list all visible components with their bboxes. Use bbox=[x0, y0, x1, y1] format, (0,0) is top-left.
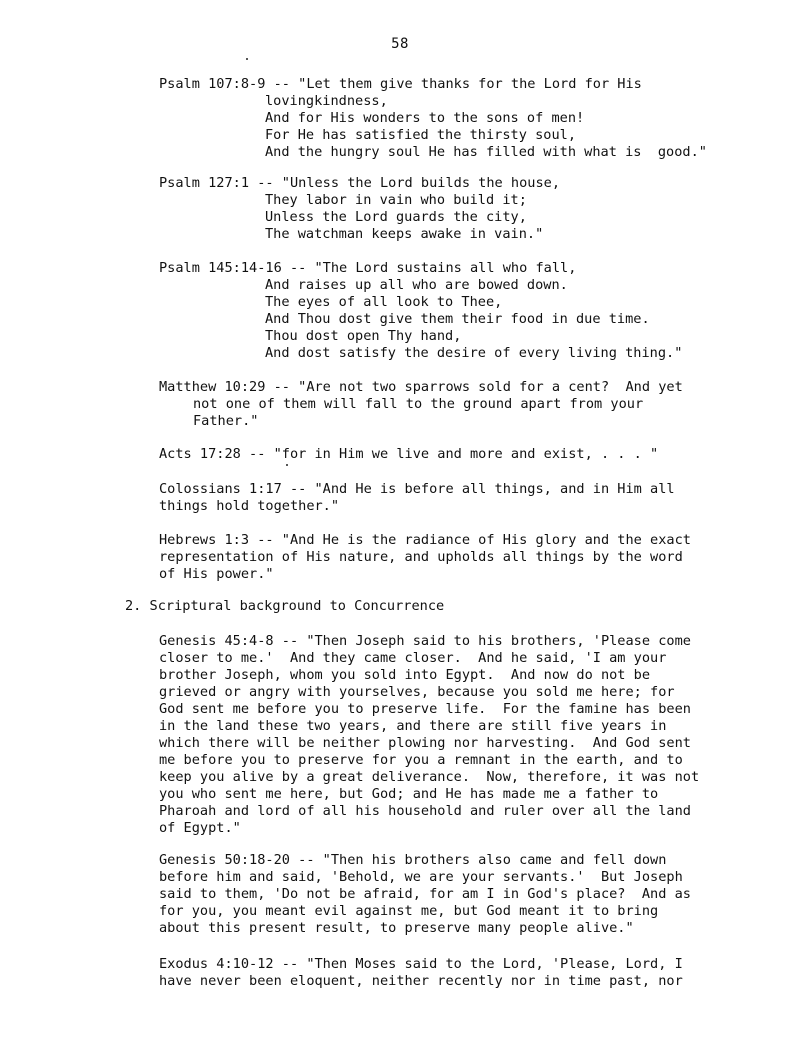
entry-line: not one of them will fall to the ground apart from your bbox=[193, 396, 644, 412]
entry-line: of His power." bbox=[159, 566, 274, 582]
entry-line: And raises up all who are bowed down. bbox=[265, 277, 568, 293]
entry-line: And the hungry soul He has filled with what is good." bbox=[265, 144, 707, 160]
page-number: 58 bbox=[391, 36, 409, 52]
entry-line: about this present result, to preserve many people alive." bbox=[159, 920, 634, 936]
entry-line: brother Joseph, whom you sold into Egypt. And now do not be bbox=[159, 667, 651, 683]
entry-line: Exodus 4:10-12 -- "Then Moses said to the Lord, 'Please, Lord, I bbox=[159, 956, 683, 972]
section-heading: 2. Scriptural background to Concurrence bbox=[125, 598, 445, 614]
entry-line: And Thou dost give them their food in due time. bbox=[265, 311, 650, 327]
entry-line: Matthew 10:29 -- "Are not two sparrows sold for a cent? And yet bbox=[159, 379, 683, 395]
entry-line: keep you alive by a great deliverance. Now, therefore, it was not bbox=[159, 769, 700, 785]
entry-line: Psalm 127:1 -- "Unless the Lord builds the house, bbox=[159, 175, 561, 191]
entry-line: Genesis 45:4-8 -- "Then Joseph said to his brothers, 'Please come bbox=[159, 633, 691, 649]
entry-line: They labor in vain who build it; bbox=[265, 192, 527, 208]
entry-line: Psalm 107:8-9 -- "Let them give thanks for the Lord for His bbox=[159, 76, 642, 92]
entry-line: And for His wonders to the sons of men! bbox=[265, 110, 585, 126]
entry-line: have never been eloquent, neither recently nor in time past, nor bbox=[159, 973, 683, 989]
entry-line: things hold together." bbox=[159, 498, 340, 514]
entry-line: of Egypt." bbox=[159, 820, 241, 836]
entry-line: in the land these two years, and there are still five years in bbox=[159, 718, 667, 734]
entry-line: Genesis 50:18-20 -- "Then his brothers also came and fell down bbox=[159, 852, 667, 868]
entry-line: me before you to preserve for you a remnant in the earth, and to bbox=[159, 752, 683, 768]
entry-line: Acts 17:28 -- "for in Him we live and more and exist, . . . " bbox=[159, 446, 659, 462]
entry-line: The eyes of all look to Thee, bbox=[265, 294, 503, 310]
entry-line: Colossians 1:17 -- "And He is before all things, and in Him all bbox=[159, 481, 675, 497]
entry-line: for you, you meant evil against me, but God meant it to bring bbox=[159, 903, 659, 919]
entry-line: Psalm 145:14-16 -- "The Lord sustains all who fall, bbox=[159, 260, 577, 276]
speck-mark bbox=[286, 464, 288, 466]
entry-line: you who sent me here, but God; and He has made me a father to bbox=[159, 786, 659, 802]
entry-line: God sent me before you to preserve life. For the famine has been bbox=[159, 701, 691, 717]
entry-line: representation of His nature, and upholds all things by the word bbox=[159, 549, 683, 565]
entry-line: grieved or angry with yourselves, because you sold me here; for bbox=[159, 684, 675, 700]
speck-mark bbox=[246, 58, 248, 60]
entry-line: closer to me.' And they came closer. And he said, 'I am your bbox=[159, 650, 667, 666]
entry-line: Thou dost open Thy hand, bbox=[265, 328, 462, 344]
entry-line: The watchman keeps awake in vain." bbox=[265, 226, 544, 242]
entry-line: Pharoah and lord of all his household and ruler over all the land bbox=[159, 803, 691, 819]
entry-line: said to them, 'Do not be afraid, for am I in God's place? And as bbox=[159, 886, 691, 902]
entry-line: lovingkindness, bbox=[265, 93, 388, 109]
entry-line: Father." bbox=[193, 413, 259, 429]
entry-line: Hebrews 1:3 -- "And He is the radiance of His glory and the exact bbox=[159, 532, 691, 548]
entry-line: which there will be neither plowing nor harvesting. And God sent bbox=[159, 735, 691, 751]
entry-line: And dost satisfy the desire of every living thing." bbox=[265, 345, 683, 361]
entry-line: Unless the Lord guards the city, bbox=[265, 209, 527, 225]
entry-line: For He has satisfied the thirsty soul, bbox=[265, 127, 576, 143]
entry-line: before him and said, 'Behold, we are your servants.' But Joseph bbox=[159, 869, 683, 885]
